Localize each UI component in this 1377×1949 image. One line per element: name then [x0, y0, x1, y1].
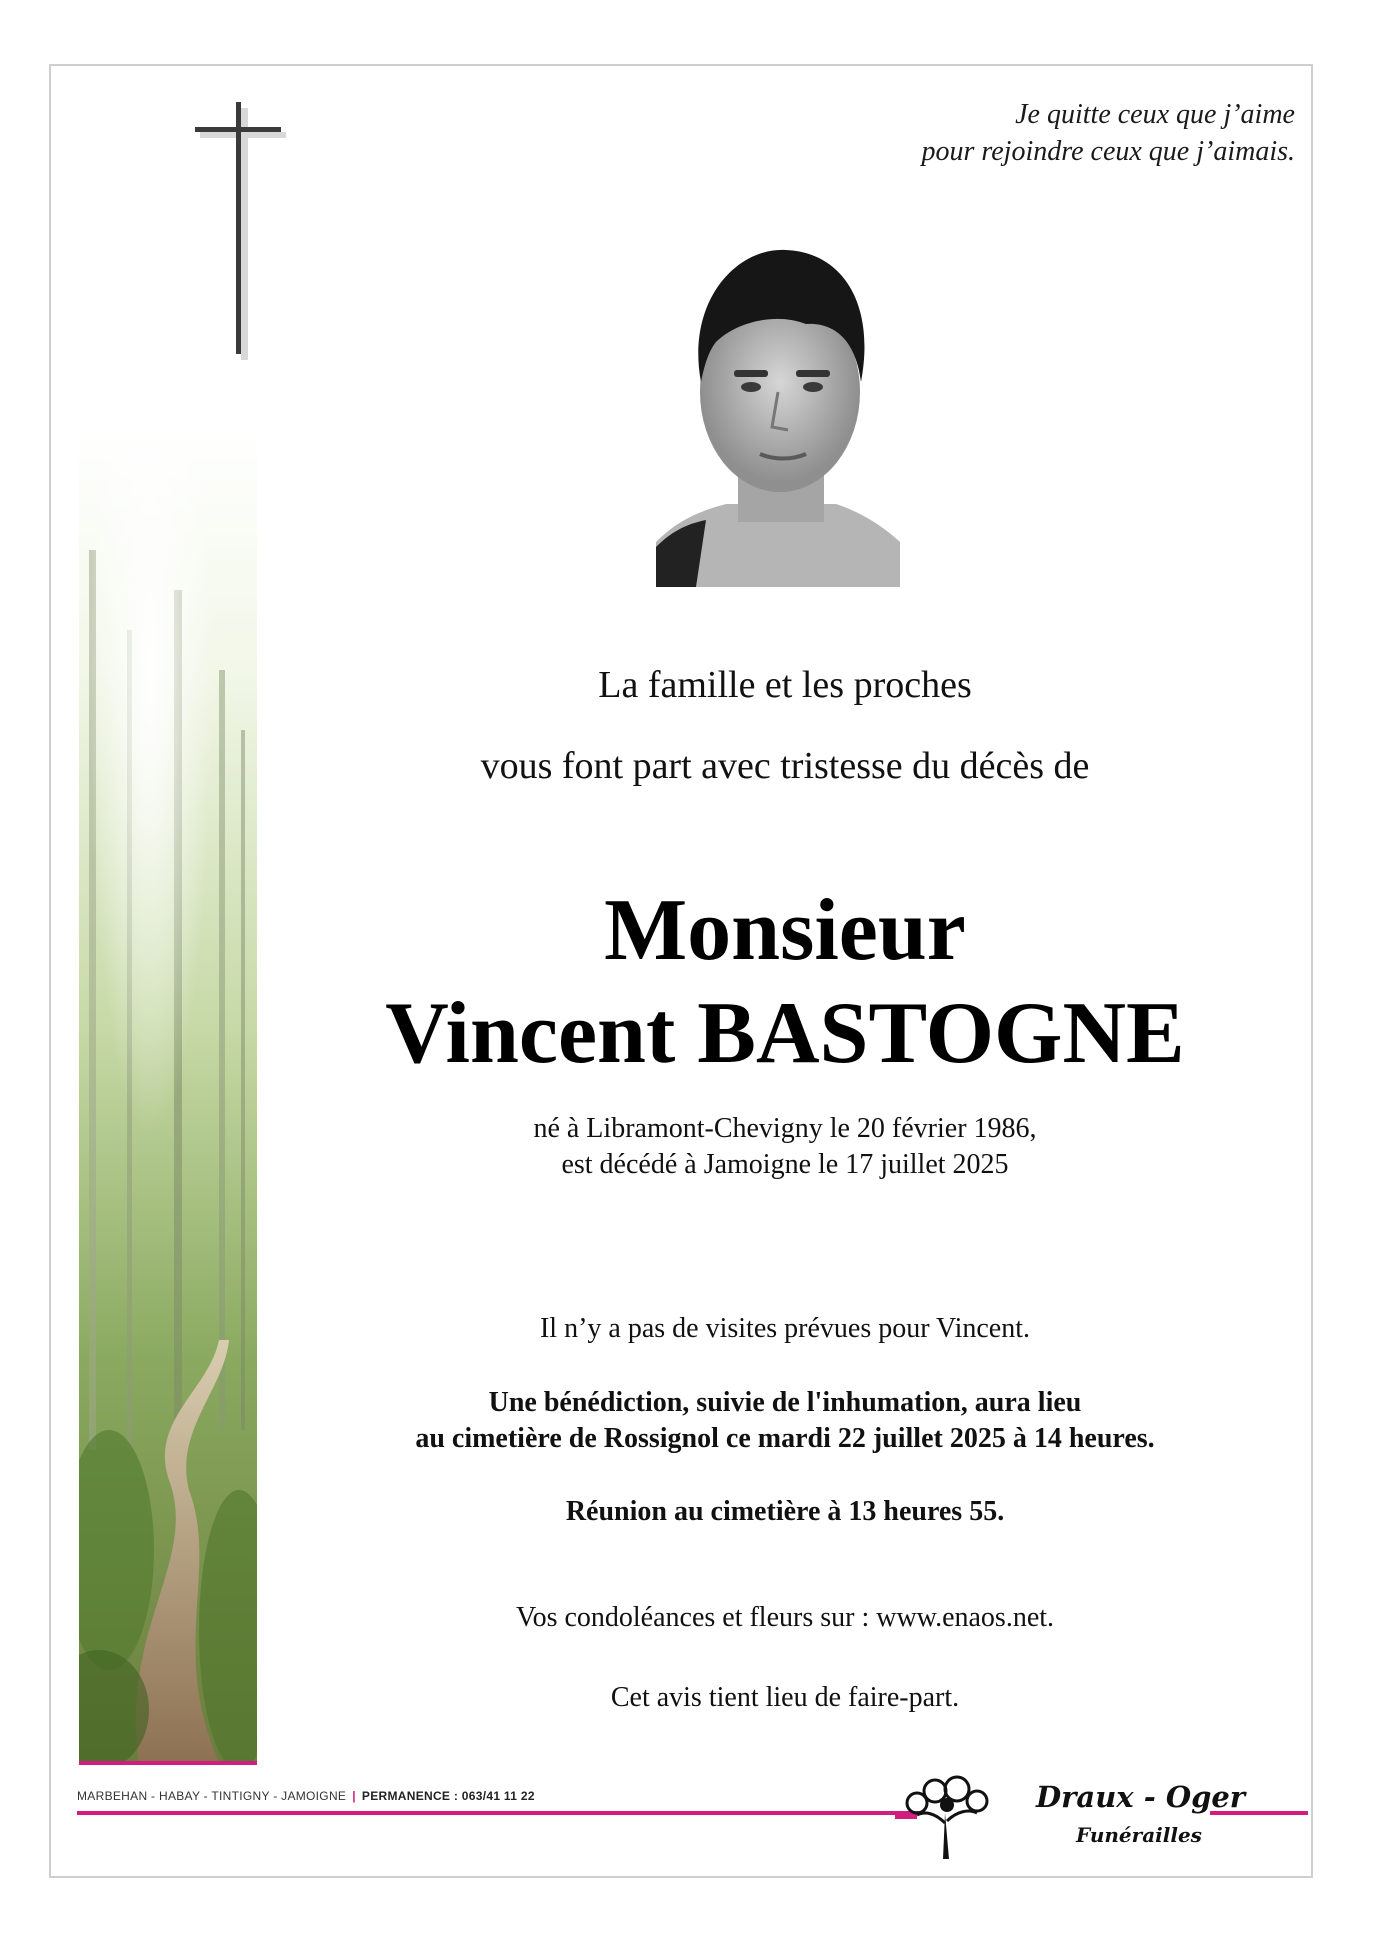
- deceased-portrait: [656, 242, 900, 587]
- condolences-info: Vos condoléances et fleurs sur : www.enaos.net.: [515, 1602, 1055, 1633]
- footer-line-left: [77, 1811, 922, 1815]
- birth-info: né à Libramont-Chevigny le 20 février 1986,: [533, 1113, 1037, 1144]
- forest-accent-line: [79, 1761, 257, 1765]
- deceased-title: Monsieur: [604, 882, 966, 979]
- footer-separator: |: [352, 1789, 356, 1803]
- intro-line-1: La famille et les proches: [598, 664, 972, 706]
- tree-logo-icon: [895, 1773, 995, 1861]
- footer-permanence: PERMANENCE : 063/41 11 22: [361, 1789, 535, 1803]
- notice-info: Cet avis tient lieu de faire-part.: [610, 1682, 960, 1713]
- death-info: est décédé à Jamoigne le 17 juillet 2025: [561, 1149, 1009, 1180]
- brand-name: Draux - Oger: [1036, 1780, 1246, 1814]
- footer-address: [77, 1789, 535, 1803]
- cross-icon: [193, 100, 289, 360]
- quote-line-2: pour rejoindre ceux que j’aimais.: [921, 136, 1295, 167]
- visits-info: Il n’y a pas de visites prévues pour Vincent.: [539, 1313, 1030, 1344]
- blessing-line-1: Une bénédiction, suivie de l'inhumation, aura lieu: [488, 1387, 1082, 1418]
- forest-path-image: [79, 430, 257, 1762]
- meeting-info: Réunion au cimetière à 13 heures 55.: [565, 1496, 1005, 1527]
- deceased-name: Vincent BASTOGNE: [385, 985, 1185, 1082]
- blessing-line-2: au cimetière de Rossignol ce mardi 22 juillet 2025 à 14 heures.: [415, 1423, 1155, 1454]
- brand-subtitle: Funérailles: [1076, 1823, 1202, 1847]
- footer-locations: MARBEHAN - HABAY - TINTIGNY - JAMOIGNE: [77, 1789, 347, 1803]
- epigraph-quote: [695, 96, 1295, 170]
- intro-line-2: vous font part avec tristesse du décès de: [480, 745, 1090, 787]
- quote-line-1: Je quitte ceux que j’aime: [1015, 99, 1295, 130]
